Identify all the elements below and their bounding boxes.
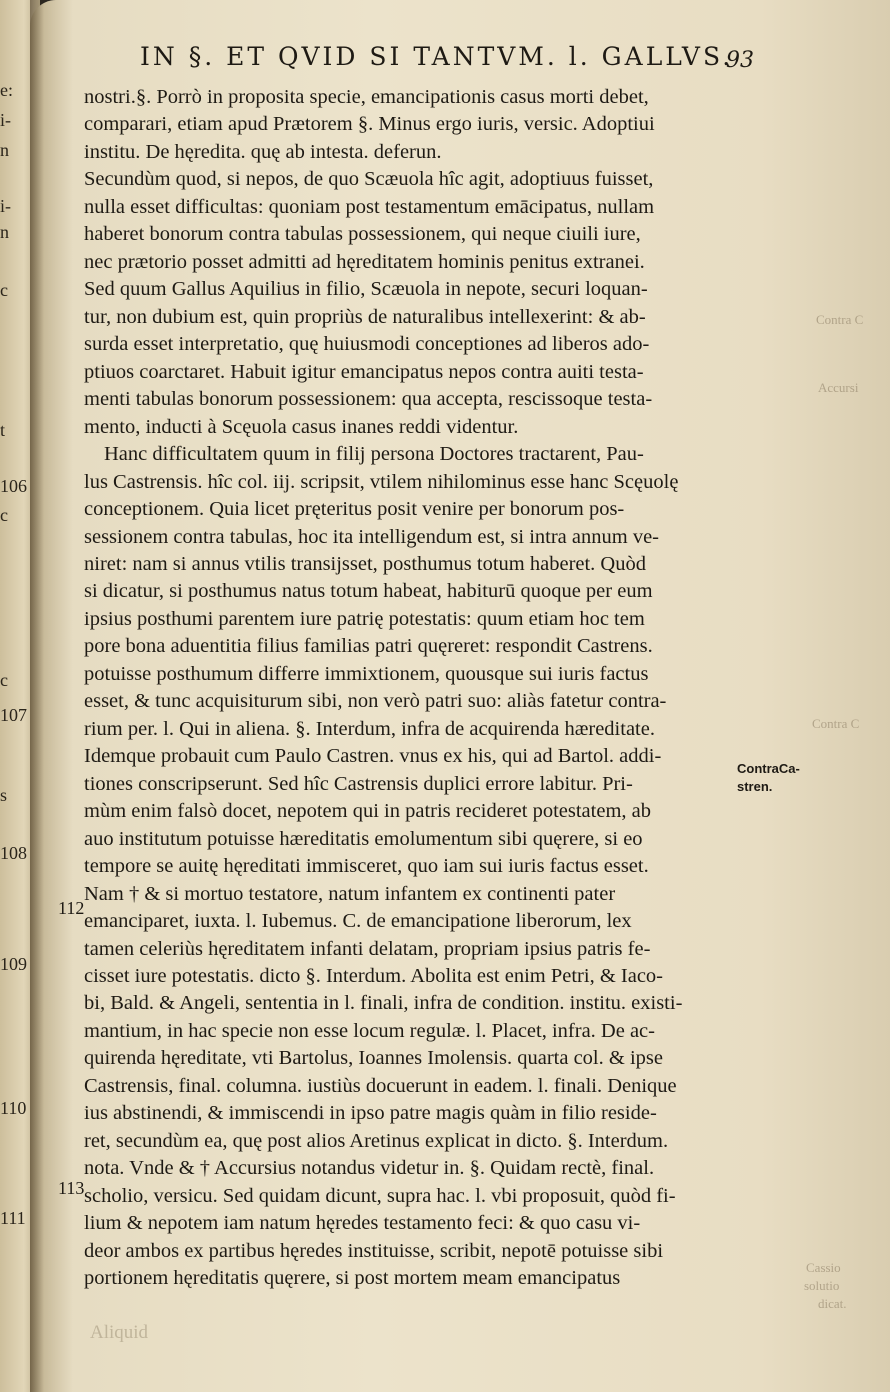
left-margin-notes bbox=[0, 0, 44, 1392]
margin-note-number: 108 bbox=[0, 843, 27, 863]
text-line: auo institutum potuisse hæreditatis emolumentum sibi quęrere, si eo bbox=[84, 827, 643, 850]
margin-fragment: n bbox=[0, 222, 9, 242]
text-line: conceptionem. Quia licet pręteritus posit venire per bonorum pos- bbox=[84, 498, 625, 521]
margin-fragment: c bbox=[0, 670, 8, 690]
margin-fragment: n bbox=[0, 140, 9, 160]
text-line: bi, Bald. & Angeli, sententia in l. finali, infra de condition. institu. existi- bbox=[84, 992, 683, 1015]
text-line: nostri.§. Porrò in proposita specie, emancipationis casus morti debet, bbox=[84, 86, 649, 108]
text-line: haberet bonorum contra tabulas possessionem, qui neque ciuili iure, bbox=[84, 223, 641, 246]
margin-fragment: i- bbox=[0, 110, 11, 130]
margin-note-number: 109 bbox=[0, 954, 27, 974]
text-line: sessionem contra tabulas, hoc ita intelligendum est, si intra annum ve- bbox=[84, 525, 660, 548]
text-line: deor ambos ex partibus hęredes instituisse, scribit, nepotē potuisse sibi bbox=[84, 1239, 664, 1262]
text-line: tamen celeriùs hęreditatem infanti delatam, propriam ipsius patris fe- bbox=[84, 937, 651, 960]
page-number: 93 bbox=[726, 48, 754, 73]
text-line: mùm enim falsò docet, nepotem qui in patris recideret potestatem, ab bbox=[84, 800, 651, 823]
text-line: niret: nam si annus vtilis transijsset, posthumus totum haberet. Quòd bbox=[84, 552, 646, 575]
margin-fragment: c bbox=[0, 505, 8, 525]
inline-note-number: 112 bbox=[58, 898, 85, 918]
margin-note-number: 107 bbox=[0, 705, 27, 725]
text-line: scholio, versicu. Sed quidam dicunt, supra hac. l. vbi proposuit, quòd fi- bbox=[84, 1184, 676, 1207]
bleed-through-note: Contra C bbox=[812, 716, 860, 731]
text-line: cisset iure potestatis. dicto §. Interdum. Abolita est enim Petri, & Iaco- bbox=[84, 965, 663, 987]
margin-fragment: t bbox=[0, 420, 6, 440]
text-line: ipsius posthumi parentem iure patrię potestatis: quum etiam hoc tem bbox=[84, 607, 645, 630]
bleed-through-note: dicat. bbox=[818, 1296, 847, 1311]
text-line: nota. Vnde & † Accursius notandus videtur in. §. Quidam rectè, final. bbox=[84, 1157, 655, 1180]
text-line: quirenda hęreditate, vti Bartolus, Ioannes Imolensis. quarta col. & ipse bbox=[84, 1047, 663, 1070]
running-head: IN §. ET QVID SI TANTVM. l. GALLVS. bbox=[140, 42, 734, 71]
text-line: Idemque probauit cum Paulo Castren. vnus ex his, qui ad Bartol. addi- bbox=[84, 745, 662, 768]
text-line: Castrensis, final. columna. iustiùs docuerunt in eadem. l. finali. Denique bbox=[84, 1074, 677, 1097]
text-line: surda esset interpretatio, quę huiusmodi conceptiones ad liberos ado- bbox=[84, 333, 650, 356]
margin-fragment: e: bbox=[0, 80, 13, 100]
text-line: emanciparet, iuxta. l. Iubemus. C. de emancipatione liberorum, lex bbox=[84, 910, 632, 933]
margin-fragment: i- bbox=[0, 196, 11, 216]
text-line: pore bona aduentitia filius familias patri quęreret: respondit Castrens. bbox=[84, 635, 653, 658]
margin-note-number: 110 bbox=[0, 1098, 27, 1118]
marginal-note-line: stren. bbox=[737, 779, 773, 794]
text-line: institu. De hęredita. quę ab intesta. deferun. bbox=[84, 140, 442, 163]
margin-note-number: 106 bbox=[0, 476, 27, 496]
text-line: tempore se auitę hęreditati immisceret, quo iam sui iuris factus esset. bbox=[84, 855, 649, 878]
text-line: Nam † & si mortuo testatore, natum infantem ex continenti pater bbox=[84, 882, 616, 905]
text-line: si dicatur, si posthumus natus totum habeat, habiturū quoque per eum bbox=[84, 580, 653, 603]
text-line: ptiuos coarctaret. Habuit igitur emancipatus nepos contra auiti testa- bbox=[84, 360, 644, 383]
margin-note-number: 111 bbox=[0, 1208, 26, 1228]
text-line: tiones conscripserunt. Sed hîc Castrensis duplici errore labitur. Pri- bbox=[84, 772, 633, 795]
text-line: ret, secundùm ea, quę post alios Aretinus explicat in dicto. §. Interdum. bbox=[84, 1129, 669, 1152]
text-line: nec prætorio posset admitti ad hęreditatem hominis penitus extranei. bbox=[84, 250, 645, 273]
body-text bbox=[84, 84, 744, 1324]
bleed-through-catchword: Aliquid bbox=[90, 1322, 149, 1343]
marginal-note-line: ContraCa- bbox=[737, 761, 800, 776]
text-line: ius abstinendi, & immiscendi in ipso patre magis quàm in filio reside- bbox=[84, 1102, 657, 1125]
inline-note-number: 113 bbox=[58, 1178, 85, 1198]
bleed-through-note: Cassio bbox=[806, 1260, 841, 1275]
text-line: menti tabulas bonorum possessionem: qua accepta, rescissoque testa- bbox=[84, 388, 653, 411]
text-line: potuisse posthumum differre immixtionem, quousque sui iuris factus bbox=[84, 662, 649, 685]
margin-fragment: s bbox=[0, 785, 8, 805]
text-line: Secundùm quod, si nepos, de quo Scæuola hîc agit, adoptiuus fuisset, bbox=[84, 168, 654, 191]
margin-fragment: c bbox=[0, 280, 8, 300]
text-line: comparari, etiam apud Prætorem §. Minus ergo iuris, versic. Adoptiui bbox=[84, 113, 655, 136]
bleed-through-note: solutio bbox=[804, 1278, 840, 1293]
text-line: rium per. l. Qui in aliena. §. Interdum, infra de acquirenda hæreditate. bbox=[84, 717, 655, 740]
marginal-note bbox=[737, 760, 807, 796]
text-line: Sed quum Gallus Aquilius in filio, Scæuola in nepote, securi loquan- bbox=[84, 278, 648, 301]
text-line: portionem hęreditatis quęrere, si post mortem meam emancipatus bbox=[84, 1267, 621, 1290]
text-line: mento, inducti à Scęuola casus inanes reddi videntur. bbox=[84, 415, 519, 438]
text-line: esset, & tunc acquisiturum sibi, non verò patri suo: aliàs fatetur contra- bbox=[84, 690, 667, 713]
bleed-through-note: Contra C bbox=[816, 312, 864, 327]
bleed-through-note: Accursi bbox=[818, 380, 859, 395]
text-line: lus Castrensis. hîc col. iij. scripsit, vtilem nihilominus esse hanc Scęuolę bbox=[84, 470, 679, 493]
text-line: mantium, in hac specie non esse locum regulæ. l. Placet, infra. De ac- bbox=[84, 1019, 655, 1042]
paragraph-start-line: Hanc difficultatem quum in filij persona Doctores tractarent, Pau- bbox=[104, 443, 644, 466]
text-line: tur, non dubium est, quin propriùs de naturalibus intellexerint: & ab- bbox=[84, 305, 646, 328]
text-line: lium & nepotem iam natum hęredes testamento feci: & quo casu vi- bbox=[84, 1212, 641, 1235]
text-line: nulla esset difficultas: quoniam post testamentum emācipatus, nullam bbox=[84, 195, 655, 218]
